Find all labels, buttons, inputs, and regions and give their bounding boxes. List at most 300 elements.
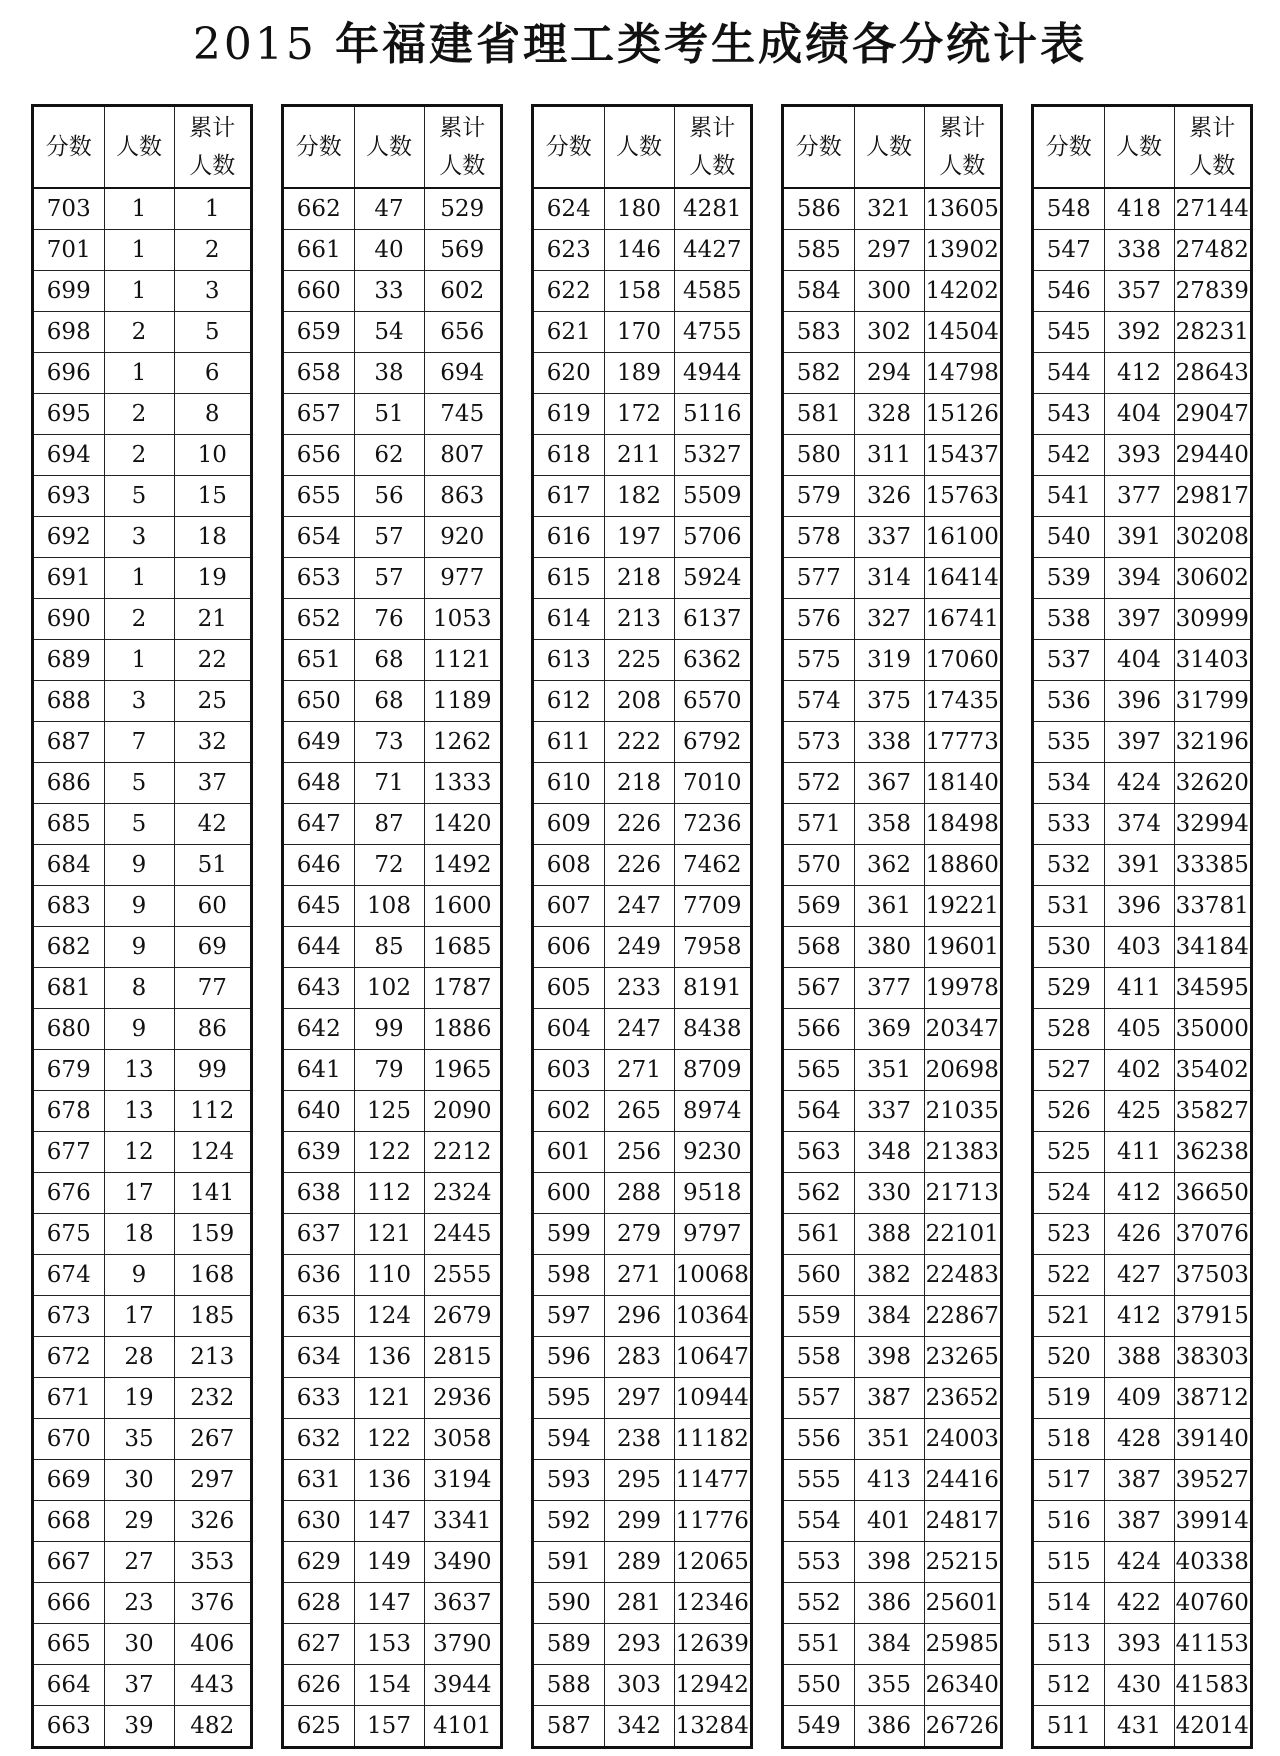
cell-count: 424 <box>1104 763 1174 804</box>
cell-count: 9 <box>104 1009 174 1050</box>
cell-score: 564 <box>784 1091 854 1132</box>
table-row <box>534 886 750 927</box>
cell-cumulative: 21 <box>174 599 250 640</box>
cell-score: 524 <box>1034 1173 1104 1214</box>
cell-cumulative: 977 <box>424 558 500 599</box>
cell-count: 342 <box>604 1706 674 1747</box>
cell-count: 367 <box>854 763 924 804</box>
cell-cumulative: 25215 <box>924 1542 1000 1583</box>
table-row <box>1034 1542 1250 1583</box>
cell-score: 669 <box>34 1460 104 1501</box>
cell-score: 514 <box>1034 1583 1104 1624</box>
table-row <box>1034 312 1250 353</box>
table-row <box>784 1255 1000 1296</box>
cell-count: 28 <box>104 1337 174 1378</box>
cell-count: 265 <box>604 1091 674 1132</box>
table-row <box>1034 1009 1250 1050</box>
cell-cumulative: 22867 <box>924 1296 1000 1337</box>
cell-cumulative: 42 <box>174 804 250 845</box>
cell-count: 218 <box>604 558 674 599</box>
table-row <box>534 681 750 722</box>
cell-score: 615 <box>534 558 604 599</box>
cell-cumulative: 1965 <box>424 1050 500 1091</box>
table-row <box>284 558 500 599</box>
table-row <box>1034 968 1250 1009</box>
cell-cumulative: 5116 <box>674 394 750 435</box>
cell-count: 293 <box>604 1624 674 1665</box>
cell-score: 577 <box>784 558 854 599</box>
table-row <box>284 1091 500 1132</box>
cell-cumulative: 1600 <box>424 886 500 927</box>
header-cumulative <box>1174 107 1250 188</box>
table-row <box>534 1624 750 1665</box>
cell-count: 124 <box>354 1296 424 1337</box>
table-row <box>534 312 750 353</box>
cell-count: 13 <box>104 1050 174 1091</box>
cell-count: 422 <box>1104 1583 1174 1624</box>
cell-score: 546 <box>1034 271 1104 312</box>
cell-count: 388 <box>854 1214 924 1255</box>
cell-cumulative: 17435 <box>924 681 1000 722</box>
cell-score: 655 <box>284 476 354 517</box>
cell-cumulative: 18 <box>174 517 250 558</box>
cell-count: 412 <box>1104 1173 1174 1214</box>
table-row <box>534 599 750 640</box>
header-count: 人数 <box>354 107 424 188</box>
cell-score: 701 <box>34 230 104 271</box>
cell-score: 580 <box>784 435 854 476</box>
table-row <box>1034 1173 1250 1214</box>
cell-score: 672 <box>34 1337 104 1378</box>
cell-count: 153 <box>354 1624 424 1665</box>
cell-score: 649 <box>284 722 354 763</box>
score-table <box>34 107 250 1746</box>
cell-cumulative: 2445 <box>424 1214 500 1255</box>
cell-score: 597 <box>534 1296 604 1337</box>
cell-score: 676 <box>34 1173 104 1214</box>
cell-cumulative: 37076 <box>1174 1214 1250 1255</box>
cell-count: 147 <box>354 1583 424 1624</box>
cell-count: 39 <box>104 1706 174 1747</box>
cell-score: 589 <box>534 1624 604 1665</box>
table-row <box>534 1542 750 1583</box>
cell-count: 386 <box>854 1706 924 1747</box>
header-score: 分数 <box>1034 107 1104 188</box>
cell-score: 638 <box>284 1173 354 1214</box>
cell-cumulative: 602 <box>424 271 500 312</box>
cell-cumulative: 2 <box>174 230 250 271</box>
cell-cumulative: 18140 <box>924 763 1000 804</box>
table-row <box>784 722 1000 763</box>
table-row <box>284 312 500 353</box>
cell-count: 197 <box>604 517 674 558</box>
header-row <box>34 107 250 188</box>
cell-score: 703 <box>34 188 104 230</box>
table-row <box>1034 1460 1250 1501</box>
cell-cumulative: 26726 <box>924 1706 1000 1747</box>
score-table <box>534 107 750 1746</box>
cell-cumulative: 17060 <box>924 640 1000 681</box>
cell-cumulative: 99 <box>174 1050 250 1091</box>
table-row <box>34 1091 250 1132</box>
table-row <box>1034 763 1250 804</box>
table-row <box>34 1337 250 1378</box>
table-row <box>534 435 750 476</box>
table-row <box>534 230 750 271</box>
table-row <box>1034 230 1250 271</box>
cell-count: 7 <box>104 722 174 763</box>
cell-cumulative: 1189 <box>424 681 500 722</box>
cell-score: 693 <box>34 476 104 517</box>
cell-cumulative: 27144 <box>1174 188 1250 230</box>
score-table <box>784 107 1000 1746</box>
table-row <box>284 435 500 476</box>
table-row <box>1034 517 1250 558</box>
cell-cumulative: 23265 <box>924 1337 1000 1378</box>
cell-cumulative: 11477 <box>674 1460 750 1501</box>
cell-count: 297 <box>604 1378 674 1419</box>
table-row <box>284 353 500 394</box>
table-row <box>784 1050 1000 1091</box>
cell-cumulative: 297 <box>174 1460 250 1501</box>
cell-cumulative: 2936 <box>424 1378 500 1419</box>
cell-count: 30 <box>104 1460 174 1501</box>
cell-count: 396 <box>1104 886 1174 927</box>
cell-score: 681 <box>34 968 104 1009</box>
cell-score: 610 <box>534 763 604 804</box>
cell-count: 121 <box>354 1378 424 1419</box>
cell-count: 319 <box>854 640 924 681</box>
cell-count: 362 <box>854 845 924 886</box>
header-cumulative-line1: 累计 <box>189 115 236 141</box>
cell-score: 594 <box>534 1419 604 1460</box>
cell-count: 380 <box>854 927 924 968</box>
cell-score: 569 <box>784 886 854 927</box>
cell-count: 87 <box>354 804 424 845</box>
cell-cumulative: 10068 <box>674 1255 750 1296</box>
cell-score: 529 <box>1034 968 1104 1009</box>
cell-cumulative: 3944 <box>424 1665 500 1706</box>
cell-score: 635 <box>284 1296 354 1337</box>
cell-count: 384 <box>854 1624 924 1665</box>
table-row <box>784 271 1000 312</box>
cell-count: 108 <box>354 886 424 927</box>
table-row <box>534 394 750 435</box>
cell-count: 271 <box>604 1050 674 1091</box>
cell-count: 411 <box>1104 968 1174 1009</box>
cell-score: 698 <box>34 312 104 353</box>
table-row <box>34 1501 250 1542</box>
cell-score: 648 <box>284 763 354 804</box>
table-row <box>784 886 1000 927</box>
cell-cumulative: 39527 <box>1174 1460 1250 1501</box>
cell-score: 527 <box>1034 1050 1104 1091</box>
cell-cumulative: 10 <box>174 435 250 476</box>
table-row <box>34 599 250 640</box>
cell-count: 157 <box>354 1706 424 1747</box>
header-cumulative-line1: 累计 <box>689 115 736 141</box>
cell-score: 520 <box>1034 1337 1104 1378</box>
cell-cumulative: 13284 <box>674 1706 750 1747</box>
cell-score: 535 <box>1034 722 1104 763</box>
cell-score: 567 <box>784 968 854 1009</box>
table-row <box>534 845 750 886</box>
cell-count: 247 <box>604 886 674 927</box>
cell-cumulative: 17773 <box>924 722 1000 763</box>
cell-score: 576 <box>784 599 854 640</box>
table-row <box>784 1173 1000 1214</box>
cell-score: 652 <box>284 599 354 640</box>
cell-score: 547 <box>1034 230 1104 271</box>
table-row <box>1034 681 1250 722</box>
cell-count: 294 <box>854 353 924 394</box>
cell-cumulative: 124 <box>174 1132 250 1173</box>
table-row <box>284 1050 500 1091</box>
header-cumulative <box>424 107 500 188</box>
cell-cumulative: 16414 <box>924 558 1000 599</box>
table-row <box>534 804 750 845</box>
cell-count: 121 <box>354 1214 424 1255</box>
cell-cumulative: 31799 <box>1174 681 1250 722</box>
table-row <box>34 1665 250 1706</box>
table-row <box>1034 927 1250 968</box>
cell-score: 568 <box>784 927 854 968</box>
cell-count: 9 <box>104 886 174 927</box>
table-row <box>34 1583 250 1624</box>
cell-count: 397 <box>1104 599 1174 640</box>
cell-cumulative: 9230 <box>674 1132 750 1173</box>
cell-score: 543 <box>1034 394 1104 435</box>
cell-cumulative: 36650 <box>1174 1173 1250 1214</box>
cell-score: 566 <box>784 1009 854 1050</box>
cell-count: 296 <box>604 1296 674 1337</box>
table-row <box>1034 1501 1250 1542</box>
table-row <box>534 1091 750 1132</box>
cell-score: 678 <box>34 1091 104 1132</box>
table-row <box>534 271 750 312</box>
cell-cumulative: 28643 <box>1174 353 1250 394</box>
cell-cumulative: 22101 <box>924 1214 1000 1255</box>
cell-count: 430 <box>1104 1665 1174 1706</box>
cell-score: 664 <box>34 1665 104 1706</box>
cell-cumulative: 15126 <box>924 394 1000 435</box>
cell-score: 525 <box>1034 1132 1104 1173</box>
cell-count: 218 <box>604 763 674 804</box>
table-row <box>1034 1296 1250 1337</box>
table-row <box>34 927 250 968</box>
table-row <box>534 188 750 230</box>
header-score: 分数 <box>34 107 104 188</box>
cell-count: 337 <box>854 517 924 558</box>
cell-cumulative: 15763 <box>924 476 1000 517</box>
header-cumulative <box>674 107 750 188</box>
cell-count: 409 <box>1104 1378 1174 1419</box>
cell-count: 328 <box>854 394 924 435</box>
table-row <box>534 558 750 599</box>
cell-cumulative: 21383 <box>924 1132 1000 1173</box>
cell-cumulative: 37 <box>174 763 250 804</box>
cell-score: 558 <box>784 1337 854 1378</box>
cell-score: 661 <box>284 230 354 271</box>
cell-count: 2 <box>104 599 174 640</box>
cell-cumulative: 2212 <box>424 1132 500 1173</box>
table-row <box>284 271 500 312</box>
cell-count: 125 <box>354 1091 424 1132</box>
cell-cumulative: 353 <box>174 1542 250 1583</box>
table-row <box>1034 1132 1250 1173</box>
page-title <box>0 10 1280 80</box>
cell-count: 1 <box>104 558 174 599</box>
table-row <box>34 1214 250 1255</box>
cell-cumulative: 60 <box>174 886 250 927</box>
cell-count: 374 <box>1104 804 1174 845</box>
cell-count: 136 <box>354 1460 424 1501</box>
cell-score: 668 <box>34 1501 104 1542</box>
table-row <box>34 1050 250 1091</box>
table-row <box>284 804 500 845</box>
table-row <box>784 1214 1000 1255</box>
cell-score: 690 <box>34 599 104 640</box>
cell-score: 641 <box>284 1050 354 1091</box>
cell-cumulative: 3637 <box>424 1583 500 1624</box>
cell-score: 684 <box>34 845 104 886</box>
cell-score: 585 <box>784 230 854 271</box>
cell-cumulative: 37503 <box>1174 1255 1250 1296</box>
cell-count: 71 <box>354 763 424 804</box>
cell-score: 570 <box>784 845 854 886</box>
table-row <box>1034 558 1250 599</box>
cell-score: 519 <box>1034 1378 1104 1419</box>
cell-cumulative: 28231 <box>1174 312 1250 353</box>
cell-count: 247 <box>604 1009 674 1050</box>
cell-score: 686 <box>34 763 104 804</box>
table-row <box>1034 476 1250 517</box>
header-cumulative-line2: 人数 <box>689 153 736 179</box>
cell-score: 637 <box>284 1214 354 1255</box>
table-row <box>534 1583 750 1624</box>
table-row <box>34 1419 250 1460</box>
cell-count: 377 <box>854 968 924 1009</box>
cell-count: 226 <box>604 845 674 886</box>
cell-cumulative: 3490 <box>424 1542 500 1583</box>
title-year: 2015 <box>192 19 317 70</box>
cell-cumulative: 19 <box>174 558 250 599</box>
cell-cumulative: 32994 <box>1174 804 1250 845</box>
table-row <box>534 1050 750 1091</box>
cell-score: 680 <box>34 1009 104 1050</box>
table-row <box>1034 599 1250 640</box>
table-row <box>1034 1378 1250 1419</box>
cell-cumulative: 14202 <box>924 271 1000 312</box>
table-row <box>284 1378 500 1419</box>
cell-cumulative: 24817 <box>924 1501 1000 1542</box>
cell-count: 1 <box>104 230 174 271</box>
cell-count: 158 <box>604 271 674 312</box>
score-table-5 <box>1031 104 1253 1749</box>
cell-score: 628 <box>284 1583 354 1624</box>
cell-score: 602 <box>534 1091 604 1132</box>
cell-score: 556 <box>784 1419 854 1460</box>
cell-cumulative: 35402 <box>1174 1050 1250 1091</box>
cell-score: 557 <box>784 1378 854 1419</box>
cell-score: 662 <box>284 188 354 230</box>
cell-count: 404 <box>1104 640 1174 681</box>
cell-score: 552 <box>784 1583 854 1624</box>
table-row <box>34 271 250 312</box>
cell-score: 517 <box>1034 1460 1104 1501</box>
cell-cumulative: 41583 <box>1174 1665 1250 1706</box>
cell-count: 401 <box>854 1501 924 1542</box>
cell-cumulative: 8974 <box>674 1091 750 1132</box>
cell-score: 582 <box>784 353 854 394</box>
cell-cumulative: 23652 <box>924 1378 1000 1419</box>
cell-count: 295 <box>604 1460 674 1501</box>
cell-score: 644 <box>284 927 354 968</box>
cell-count: 213 <box>604 599 674 640</box>
cell-cumulative: 69 <box>174 927 250 968</box>
table-row <box>34 1624 250 1665</box>
cell-count: 27 <box>104 1542 174 1583</box>
table-row <box>284 1419 500 1460</box>
cell-score: 571 <box>784 804 854 845</box>
table-row <box>34 1542 250 1583</box>
cell-count: 147 <box>354 1501 424 1542</box>
cell-count: 5 <box>104 476 174 517</box>
cell-score: 685 <box>34 804 104 845</box>
score-table <box>284 107 500 1746</box>
cell-count: 311 <box>854 435 924 476</box>
cell-score: 538 <box>1034 599 1104 640</box>
cell-score: 630 <box>284 1501 354 1542</box>
table-row <box>1034 804 1250 845</box>
cell-score: 530 <box>1034 927 1104 968</box>
cell-count: 79 <box>354 1050 424 1091</box>
cell-count: 30 <box>104 1624 174 1665</box>
cell-count: 33 <box>354 271 424 312</box>
cell-count: 397 <box>1104 722 1174 763</box>
cell-count: 226 <box>604 804 674 845</box>
cell-score: 695 <box>34 394 104 435</box>
cell-count: 2 <box>104 435 174 476</box>
table-row <box>784 1501 1000 1542</box>
table-row <box>784 1337 1000 1378</box>
cell-count: 375 <box>854 681 924 722</box>
cell-cumulative: 9797 <box>674 1214 750 1255</box>
cell-cumulative: 529 <box>424 188 500 230</box>
cell-cumulative: 14798 <box>924 353 1000 394</box>
cell-cumulative: 19978 <box>924 968 1000 1009</box>
cell-cumulative: 42014 <box>1174 1706 1250 1747</box>
cell-cumulative: 38303 <box>1174 1337 1250 1378</box>
table-row <box>284 886 500 927</box>
cell-count: 424 <box>1104 1542 1174 1583</box>
header-cumulative-line1: 累计 <box>1189 115 1236 141</box>
cell-cumulative: 18860 <box>924 845 1000 886</box>
table-row <box>784 312 1000 353</box>
cell-score: 640 <box>284 1091 354 1132</box>
cell-cumulative: 25601 <box>924 1583 1000 1624</box>
table-row <box>34 312 250 353</box>
table-row <box>534 1173 750 1214</box>
cell-count: 51 <box>354 394 424 435</box>
cell-cumulative: 7958 <box>674 927 750 968</box>
table-row <box>284 722 500 763</box>
cell-score: 536 <box>1034 681 1104 722</box>
table-row <box>34 1173 250 1214</box>
cell-score: 555 <box>784 1460 854 1501</box>
cell-cumulative: 4281 <box>674 188 750 230</box>
cell-score: 545 <box>1034 312 1104 353</box>
